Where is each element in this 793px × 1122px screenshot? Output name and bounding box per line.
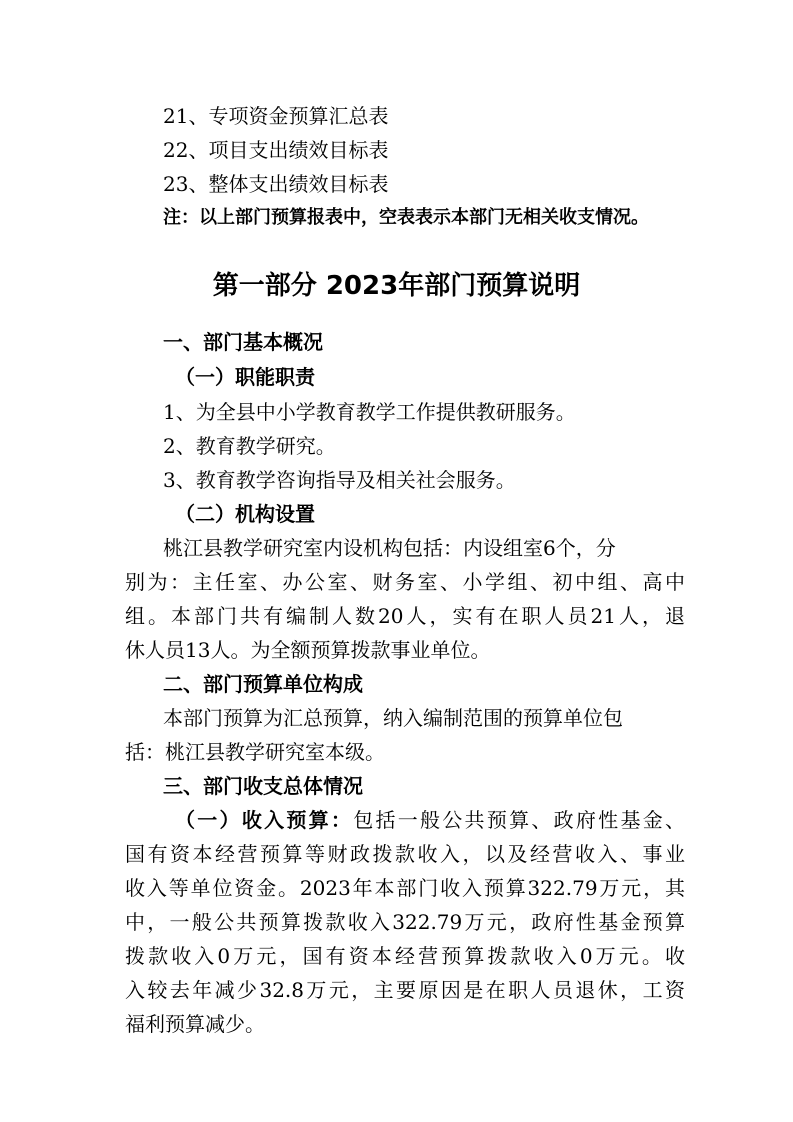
income-paragraph-line: 收入等单位资金。2023年本部门收入预算322.79万元，其: [125, 876, 685, 900]
part-title: 第一部分 2023年部门预算说明: [212, 271, 581, 301]
table-note: 注：以上部门预算报表中，空表表示本部门无相关收支情况。: [163, 207, 649, 228]
subsection-duties: （一）职能职责: [175, 365, 315, 389]
section-3-heading: 三、部门收支总体情况: [163, 774, 363, 798]
unit-paragraph-line: 本部门预算为汇总预算，纳入编制范围的预算单位包: [163, 706, 623, 730]
org-paragraph-line: 组。本部门共有编制人数20人，实有在职人员21人，退: [125, 604, 685, 628]
income-paragraph-line: 拨款收入0万元，国有资本经营预算拨款收入0万元。收: [125, 944, 685, 968]
income-lead-label: （一）收入预算：: [175, 808, 354, 832]
org-paragraph-line: 休人员13人。为全额预算拨款事业单位。: [125, 638, 491, 662]
subsection-organization: （二）机构设置: [175, 502, 315, 526]
unit-paragraph-line: 括：桃江县教学研究室本级。: [125, 740, 385, 764]
toc-item-21: 21、专项资金预算汇总表: [163, 104, 389, 128]
income-paragraph-line: 入较去年减少32.8万元，主要原因是在职人员退休，工资: [125, 978, 685, 1002]
toc-item-23: 23、整体支出绩效目标表: [163, 172, 389, 196]
income-paragraph-line: 中，一般公共预算拨款收入322.79万元，政府性基金预算: [125, 910, 685, 934]
duty-item-2: 2、教育教学研究。: [163, 434, 336, 458]
toc-item-22: 22、项目支出绩效目标表: [163, 138, 389, 162]
duty-item-3: 3、教育教学咨询指导及相关社会服务。: [163, 468, 516, 492]
income-lead-line: [175, 804, 685, 836]
duty-item-1: 1、为全县中小学教育教学工作提供教研服务。: [163, 400, 576, 424]
section-1-heading: 一、部门基本概况: [163, 330, 323, 354]
income-lead-text: 包括一般公共预算、政府性基金、: [353, 808, 686, 832]
section-2-heading: 二、部门预算单位构成: [163, 672, 363, 696]
org-paragraph-line: 桃江县教学研究室内设机构包括：内设组室6个，分: [163, 536, 616, 560]
income-paragraph-line: 国有资本经营预算等财政拨款收入，以及经营收入、事业: [125, 842, 685, 866]
income-paragraph-line: 福利预算减少。: [125, 1012, 265, 1036]
org-paragraph-line: 别为：主任室、办公室、财务室、小学组、初中组、高中: [125, 570, 685, 594]
